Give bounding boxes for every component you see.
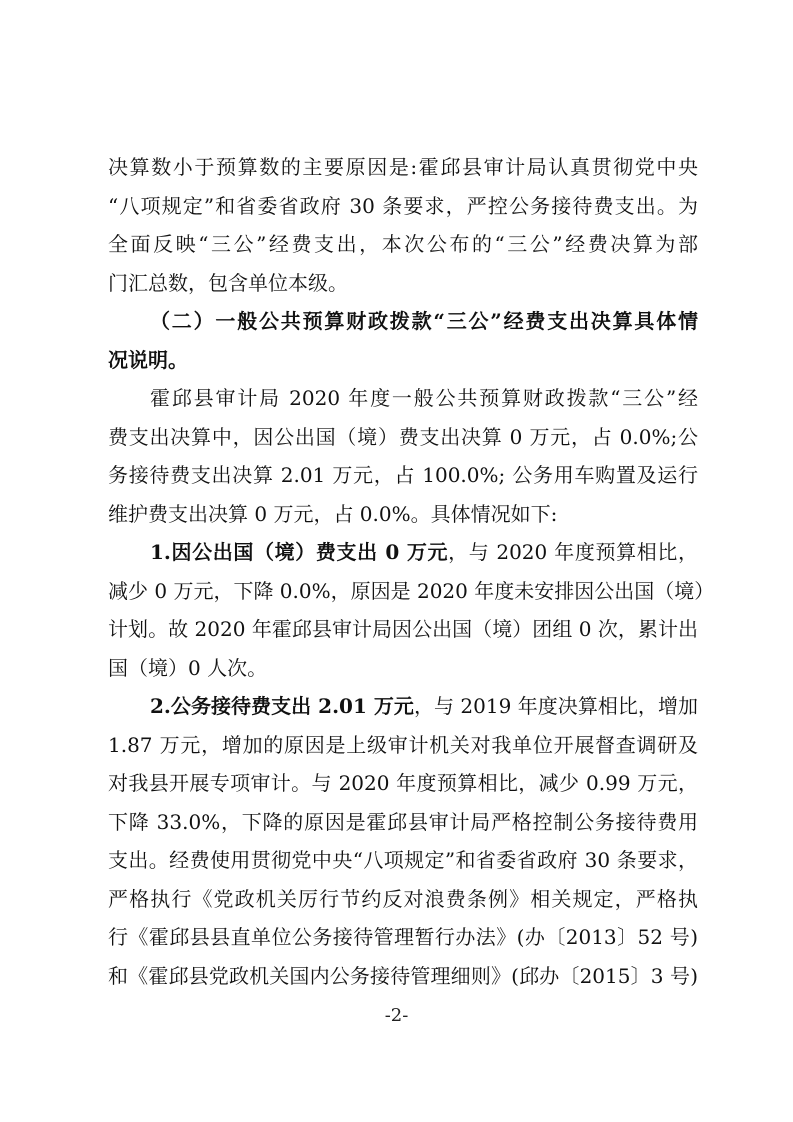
item-2-line-4: 下降 33.0%，下降的原因是霍邱县审计局严格控制公务接待费用 bbox=[108, 809, 698, 834]
item-1-line-1 bbox=[108, 533, 698, 572]
section-heading-line-2: 况说明。 bbox=[108, 347, 188, 372]
item-2-line-8: 和《霍邱县党政机关国内公务接待管理细则》(邱办〔2015〕3 号) bbox=[108, 963, 698, 988]
page-number: -2- bbox=[384, 1005, 409, 1026]
item-1-line-3: 计划。故 2020 年霍邱县审计局因公出国（境）团组 0 次，累计出 bbox=[108, 617, 698, 641]
paragraph-1-line-1: 决算数小于预算数的主要原因是:霍邱县审计局认真贯彻党中央 bbox=[108, 155, 698, 179]
document-body bbox=[108, 148, 715, 995]
item-1-bold-lead: 1.因公出国（境）费支出 0 万元 bbox=[150, 540, 449, 564]
paragraph-1-line-3: 全面反映“三公”经费支出，本次公布的“三公”经费决算为部 bbox=[108, 232, 698, 256]
item-2-line-6: 严格执行《党政机关厉行节约反对浪费条例》相关规定，严格执 bbox=[108, 886, 698, 911]
section-heading-line-1: （二）一般公共预算财政拨款“三公”经费支出决算具体情 bbox=[150, 309, 698, 333]
paragraph-1-line-2: “八项规定”和省委省政府 30 条要求，严控公务接待费支出。为 bbox=[108, 193, 698, 218]
paragraph-2-line-3: 务接待费支出决算 2.01 万元，占 100.0%; 公务用车购置及运行 bbox=[108, 463, 698, 487]
item-1-line-1-rest: ，与 2020 年度预算相比， bbox=[448, 540, 698, 564]
item-2-line-1-rest: ，与 2019 年度决算相比，增加 bbox=[413, 694, 698, 718]
item-1-line-2: 减少 0 万元，下降 0.0%，原因是 2020 年度未安排因公出国（境） bbox=[108, 578, 715, 603]
item-2-line-1 bbox=[108, 687, 698, 726]
paragraph-2-line-4: 维护费支出决算 0 万元，占 0.0%。具体情况如下: bbox=[108, 501, 558, 526]
item-2-line-2: 1.87 万元，增加的原因是上级审计机关对我单位开展督查调研及 bbox=[108, 732, 698, 757]
paragraph-1-line-4: 门汇总数，包含单位本级。 bbox=[108, 270, 348, 295]
item-1-line-4: 国（境）0 人次。 bbox=[108, 655, 268, 680]
item-2-line-3: 对我县开展专项审计。与 2020 年度预算相比，减少 0.99 万元， bbox=[108, 771, 698, 795]
item-2-bold-lead: 2.公务接待费支出 2.01 万元 bbox=[150, 694, 414, 718]
paragraph-2-line-2: 费支出决算中，因公出国（境）费支出决算 0 万元，占 0.0%;公 bbox=[108, 424, 698, 449]
paragraph-2-line-1: 霍邱县审计局 2020 年度一般公共预算财政拨款“三公”经 bbox=[150, 386, 698, 410]
item-2-line-5: 支出。经费使用贯彻党中央“八项规定”和省委省政府 30 条要求， bbox=[108, 848, 698, 872]
item-2-line-7: 行《霍邱县县直单位公务接待管理暂行办法》(办〔2013〕52 号) bbox=[108, 925, 698, 949]
